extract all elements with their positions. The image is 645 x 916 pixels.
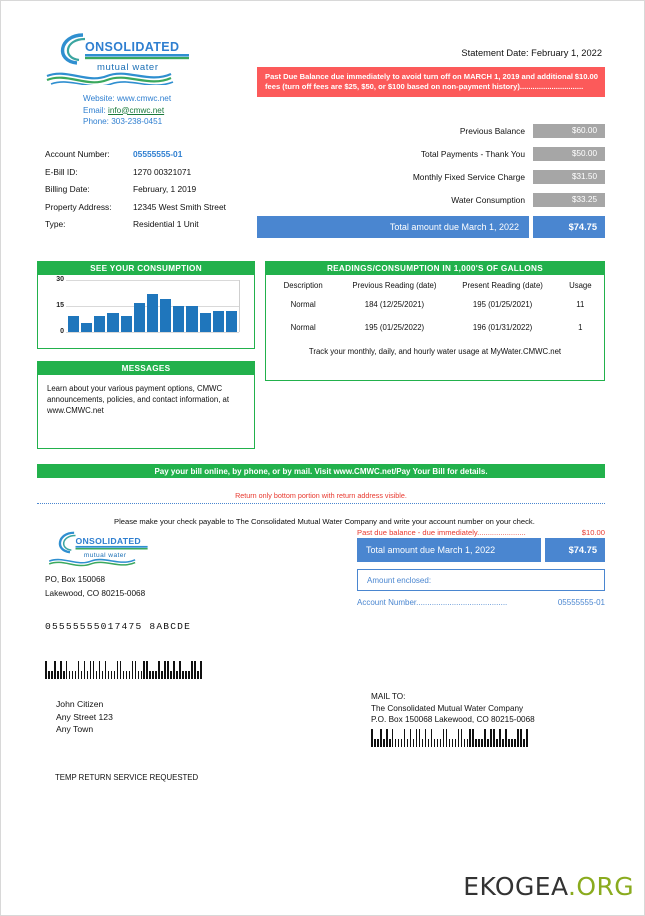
barcode-bar bbox=[523, 739, 525, 747]
barcode-bar bbox=[383, 739, 385, 747]
cell-usage: 11 bbox=[576, 300, 585, 309]
barcode-bar bbox=[446, 729, 448, 747]
chart-bar bbox=[81, 323, 92, 332]
consolidated-mutual-water-logo-icon bbox=[41, 29, 191, 85]
stub-past-due-row bbox=[357, 528, 605, 537]
account-row bbox=[45, 149, 226, 167]
pay-bill-banner: Pay your bill online, by phone, or by mail. Visit www.CMWC.net/Pay Your Bill for details. bbox=[37, 464, 605, 478]
stub-past-due-label: Past due balance - due immediately....................... bbox=[357, 528, 526, 537]
barcode-bar bbox=[496, 739, 498, 747]
temp-return-service-note: TEMP RETURN SERVICE REQUESTED bbox=[55, 773, 199, 782]
barcode-bar bbox=[428, 739, 430, 747]
barcode-bar bbox=[158, 661, 160, 679]
barcode-bar bbox=[78, 661, 80, 679]
barcode-bar bbox=[455, 739, 457, 747]
barcode-bar bbox=[105, 661, 107, 679]
barcode-bar bbox=[188, 671, 190, 679]
barcode-bar bbox=[478, 739, 480, 747]
account-row bbox=[45, 184, 226, 202]
past-due-text: Past Due Balance due immediately to avoid turn off on MARCH 1, 2019 and additional fees (turn off fees are $25, $50, or $100 based on non-payment history).............................. bbox=[265, 72, 584, 92]
barcode-bar bbox=[75, 671, 77, 679]
readings-note: Track your monthly, daily, and hourly water usage at MyWater.CMWC.net bbox=[308, 347, 562, 356]
barcode-bar bbox=[194, 661, 196, 679]
barcode-bar bbox=[176, 671, 178, 679]
postal-barcode bbox=[371, 729, 529, 749]
barcode-bar bbox=[413, 739, 415, 747]
readings-panel bbox=[265, 261, 605, 381]
barcode-bar bbox=[458, 729, 460, 747]
barcode-bar bbox=[410, 729, 412, 747]
barcode-bar bbox=[395, 739, 397, 747]
messages-panel bbox=[37, 361, 255, 449]
barcode-bar bbox=[96, 671, 98, 679]
svg-text:mutual water: mutual water bbox=[97, 62, 159, 73]
barcode-bar bbox=[392, 729, 394, 747]
barcode-bar bbox=[99, 661, 101, 679]
cell-previous: 195 (01/25/2022) bbox=[364, 323, 425, 332]
barcode-bar bbox=[401, 739, 403, 747]
barcode-bar bbox=[481, 739, 483, 747]
barcode-bar bbox=[66, 661, 68, 679]
barcode-bar bbox=[111, 671, 113, 679]
stub-po-box: PO, Box 150068 bbox=[45, 575, 106, 584]
barcode-bar bbox=[60, 661, 62, 679]
barcode-bar bbox=[526, 729, 528, 747]
barcode-bar bbox=[114, 671, 116, 679]
company-logo bbox=[41, 29, 191, 85]
mail-to-address: P.O. Box 150068 Lakewood, CO 80215-0068 bbox=[371, 715, 535, 725]
return-portion-note: Return only bottom portion with return address visible. bbox=[235, 491, 407, 500]
chart-bar bbox=[107, 313, 118, 332]
watermark-part-1: EKOGEA bbox=[463, 872, 569, 901]
barcode-bar bbox=[167, 661, 169, 679]
barcode-bar bbox=[129, 671, 131, 679]
cell-usage: 1 bbox=[578, 323, 583, 332]
website-line bbox=[83, 93, 263, 105]
barcode-bar bbox=[517, 729, 519, 747]
account-row bbox=[45, 219, 226, 237]
barcode-bar bbox=[126, 671, 128, 679]
account-value: February, 1 2019 bbox=[133, 184, 197, 194]
chart-bar bbox=[68, 316, 79, 332]
check-payable-note: Please make your check payable to The Consolidated Mutual Water Company and write your account number on your check. bbox=[114, 517, 535, 526]
email-line bbox=[83, 105, 263, 117]
chart-bar bbox=[134, 303, 145, 332]
barcode-bar bbox=[90, 661, 92, 679]
barcode-bar bbox=[51, 671, 53, 679]
barcode-bar bbox=[377, 739, 379, 747]
barcode-bar bbox=[464, 739, 466, 747]
barcode-bar bbox=[380, 729, 382, 747]
consumption-panel-title: SEE YOUR CONSUMPTION bbox=[38, 262, 254, 275]
barcode-bar bbox=[87, 671, 89, 679]
barcode-bar bbox=[511, 739, 513, 747]
barcode-bar bbox=[45, 661, 47, 679]
barcode-bar bbox=[63, 671, 65, 679]
barcode-bar bbox=[514, 739, 516, 747]
barcode-bar bbox=[182, 671, 184, 679]
barcode-bar bbox=[173, 661, 175, 679]
stub-total-due-label: Total amount due March 1, 2022 bbox=[357, 538, 541, 562]
barcode-bar bbox=[404, 729, 406, 747]
summary-row bbox=[301, 146, 605, 161]
barcode-bar bbox=[152, 671, 154, 679]
barcode-bar bbox=[467, 739, 469, 747]
stub-past-due-amount: $10.00 bbox=[581, 528, 605, 537]
barcode-bar bbox=[54, 661, 56, 679]
barcode-bar bbox=[123, 671, 125, 679]
cell-present: 196 (01/31/2022) bbox=[472, 323, 533, 332]
chart-bar bbox=[200, 313, 211, 332]
barcode-bar bbox=[164, 661, 166, 679]
barcode-bar bbox=[407, 739, 409, 747]
email-label: Email: bbox=[83, 105, 109, 115]
barcode-bar bbox=[132, 661, 134, 679]
account-row bbox=[45, 202, 226, 220]
summary-row bbox=[301, 192, 605, 207]
customer-address bbox=[56, 698, 113, 736]
messages-body: Learn about your various payment options, CMWC announcements, policies, and contact information, at www.CMWC.net bbox=[47, 384, 230, 415]
table-header-row bbox=[266, 278, 604, 293]
barcode-bar bbox=[170, 671, 172, 679]
account-key: E-Bill ID: bbox=[45, 166, 78, 177]
summary-label: Previous Balance bbox=[459, 125, 525, 136]
barcode-bar bbox=[57, 671, 59, 679]
barcode-bar bbox=[117, 661, 119, 679]
barcode-bar bbox=[449, 739, 451, 747]
account-value: 1270 00321071 bbox=[133, 166, 192, 177]
col-description: Description bbox=[283, 281, 323, 290]
account-details bbox=[45, 149, 226, 237]
barcode-bar bbox=[161, 671, 163, 679]
barcode-bar bbox=[425, 729, 427, 747]
barcode-bar bbox=[493, 729, 495, 747]
barcode-bar bbox=[48, 671, 50, 679]
cell-present: 195 (01/25/2021) bbox=[472, 300, 533, 309]
barcode-bar bbox=[81, 671, 83, 679]
barcode-bar bbox=[120, 661, 122, 679]
account-key: Billing Date: bbox=[45, 184, 90, 194]
chart-bar bbox=[173, 306, 184, 332]
barcode-bar bbox=[155, 671, 157, 679]
svg-text:ONSOLIDATED: ONSOLIDATED bbox=[85, 40, 180, 54]
barcode-bar bbox=[102, 671, 104, 679]
barcode-bar bbox=[443, 729, 445, 747]
barcode-bar bbox=[484, 729, 486, 747]
chart-bar bbox=[160, 299, 171, 332]
barcode-bar bbox=[135, 661, 137, 679]
total-due-label: Total amount due March 1, 2022 bbox=[257, 216, 529, 238]
account-key: Account Number: bbox=[45, 149, 110, 159]
chart-bar bbox=[147, 294, 158, 332]
customer-street: Any Street 123 bbox=[56, 711, 113, 722]
barcode-bar bbox=[487, 739, 489, 747]
messages-panel-title: MESSAGES bbox=[38, 362, 254, 375]
phone-value: 303-238-0451 bbox=[111, 117, 163, 126]
stub-account-number-value: 05555555-01 bbox=[557, 598, 605, 607]
chart-y-tick-label: 15 bbox=[56, 302, 64, 309]
barcode-bar bbox=[440, 739, 442, 747]
barcode-bar bbox=[185, 671, 187, 679]
account-row bbox=[45, 167, 226, 185]
summary-label: Water Consumption bbox=[451, 194, 525, 205]
consumption-chart bbox=[38, 275, 254, 347]
barcode-bar bbox=[191, 661, 193, 679]
account-value: 12345 West Smith Street bbox=[133, 201, 226, 212]
amount-enclosed-label: Amount enclosed: bbox=[367, 575, 432, 585]
stub-account-number-row bbox=[357, 598, 605, 607]
barcode-bar bbox=[520, 729, 522, 747]
statement-date: Statement Date: February 1, 2022 bbox=[461, 48, 602, 58]
barcode-bar bbox=[108, 671, 110, 679]
tear-off-dotted-line bbox=[37, 503, 605, 505]
mail-to-label: MAIL TO: bbox=[371, 692, 406, 701]
chart-gridline bbox=[66, 332, 239, 333]
barcode-bar bbox=[499, 729, 501, 747]
readings-panel-title: READINGS/CONSUMPTION IN 1,000'S OF GALLONS bbox=[266, 262, 604, 275]
website-value[interactable]: www.cmwc.net bbox=[116, 94, 172, 103]
stub-company-logo bbox=[45, 527, 149, 574]
consumption-panel bbox=[37, 261, 255, 349]
barcode-bar bbox=[146, 661, 148, 679]
barcode-bar bbox=[141, 671, 143, 679]
account-value: Residential 1 Unit bbox=[133, 219, 199, 229]
barcode-bar bbox=[371, 729, 373, 747]
stub-city-state-zip: Lakewood, CO 80215-0068 bbox=[45, 589, 146, 598]
customer-town: Any Town bbox=[56, 724, 94, 735]
total-due-row bbox=[257, 216, 605, 238]
summary-value: $50.00 bbox=[533, 147, 605, 161]
barcode-bar bbox=[419, 729, 421, 747]
amount-enclosed-field[interactable] bbox=[357, 569, 605, 591]
barcode-bar bbox=[475, 739, 477, 747]
barcode-bar bbox=[84, 661, 86, 679]
phone-label: Phone: bbox=[83, 117, 112, 126]
barcode-bar bbox=[490, 729, 492, 747]
barcode-bar bbox=[398, 739, 400, 747]
past-due-banner bbox=[257, 67, 605, 97]
barcode-bar bbox=[431, 729, 433, 747]
summary-row bbox=[301, 169, 605, 184]
stub-account-number-label: Account Number......................................... bbox=[357, 598, 508, 607]
barcode-bar bbox=[505, 729, 507, 747]
cell-description: Normal bbox=[290, 323, 316, 332]
barcode-bar bbox=[422, 739, 424, 747]
summary-value: $31.50 bbox=[533, 170, 605, 184]
barcode-bar bbox=[179, 661, 181, 679]
website-label: Website: bbox=[83, 94, 117, 103]
chart-bar bbox=[186, 306, 197, 332]
barcode-bar bbox=[472, 729, 474, 747]
barcode-bar bbox=[374, 739, 376, 747]
chart-bar bbox=[121, 316, 132, 332]
chart-y-tick-label: 30 bbox=[56, 276, 64, 283]
stub-total-due-row bbox=[357, 538, 605, 562]
barcode-bar bbox=[200, 661, 202, 679]
chart-bars bbox=[68, 280, 237, 332]
barcode-bar bbox=[143, 661, 145, 679]
barcode-bar bbox=[452, 739, 454, 747]
watermark-part-2: .ORG bbox=[568, 872, 634, 901]
barcode-bar bbox=[386, 729, 388, 747]
micr-line: 05555555017475 8ABCDE bbox=[45, 621, 192, 632]
contact-block bbox=[83, 93, 263, 128]
barcode-bar bbox=[197, 671, 199, 679]
barcode-bar bbox=[508, 739, 510, 747]
chart-y-tick-label: 0 bbox=[60, 328, 64, 335]
table-row bbox=[266, 316, 604, 339]
cell-previous: 184 (12/25/2021) bbox=[364, 300, 425, 309]
phone-line bbox=[83, 116, 263, 128]
barcode-bar bbox=[437, 739, 439, 747]
col-usage: Usage bbox=[569, 281, 592, 290]
barcode-bar bbox=[389, 739, 391, 747]
consolidated-mutual-water-logo-icon bbox=[45, 527, 149, 569]
past-due-amount: $10.00 bbox=[574, 72, 598, 81]
readings-table bbox=[266, 278, 604, 339]
stub-total-due-amount: $74.75 bbox=[545, 538, 605, 562]
chart-plot-area bbox=[56, 276, 240, 335]
svg-text:mutual water: mutual water bbox=[83, 552, 127, 560]
chart-bar bbox=[213, 311, 224, 332]
svg-text:ONSOLIDATED: ONSOLIDATED bbox=[75, 535, 141, 546]
barcode-bar bbox=[138, 671, 140, 679]
summary-value: $60.00 bbox=[533, 124, 605, 138]
summary-value: $33.25 bbox=[533, 193, 605, 207]
barcode-bar bbox=[461, 729, 463, 747]
barcode-bar bbox=[72, 671, 74, 679]
email-value[interactable]: info@cmwc.net bbox=[108, 105, 165, 115]
mail-to-block bbox=[371, 691, 535, 726]
barcode-bar bbox=[93, 661, 95, 679]
stub-company-address bbox=[45, 573, 145, 601]
table-row bbox=[266, 293, 604, 316]
barcode-bar bbox=[69, 671, 71, 679]
summary-row bbox=[301, 123, 605, 138]
customer-name: John Citizen bbox=[56, 699, 104, 709]
barcode-bar bbox=[434, 739, 436, 747]
col-present-reading: Present Reading (date) bbox=[462, 281, 543, 290]
account-value: 05555555-01 bbox=[133, 149, 183, 159]
cell-description: Normal bbox=[290, 300, 316, 309]
postal-barcode bbox=[45, 661, 203, 681]
summary-label: Monthly Fixed Service Charge bbox=[412, 171, 525, 182]
chart-bar bbox=[94, 316, 105, 332]
col-previous-reading: Previous Reading (date) bbox=[352, 281, 437, 290]
mail-to-company: The Consolidated Mutual Water Company bbox=[371, 703, 524, 713]
barcode-bar bbox=[502, 739, 504, 747]
summary-label: Total Payments - Thank You bbox=[420, 148, 525, 159]
barcode-bar bbox=[416, 729, 418, 747]
chart-bar bbox=[226, 311, 237, 332]
barcode-bar bbox=[469, 729, 471, 747]
ekogea-watermark bbox=[463, 872, 634, 901]
account-key: Type: bbox=[45, 219, 66, 229]
total-due-amount: $74.75 bbox=[533, 216, 605, 238]
account-key: Property Address: bbox=[45, 201, 112, 212]
barcode-bar bbox=[149, 671, 151, 679]
